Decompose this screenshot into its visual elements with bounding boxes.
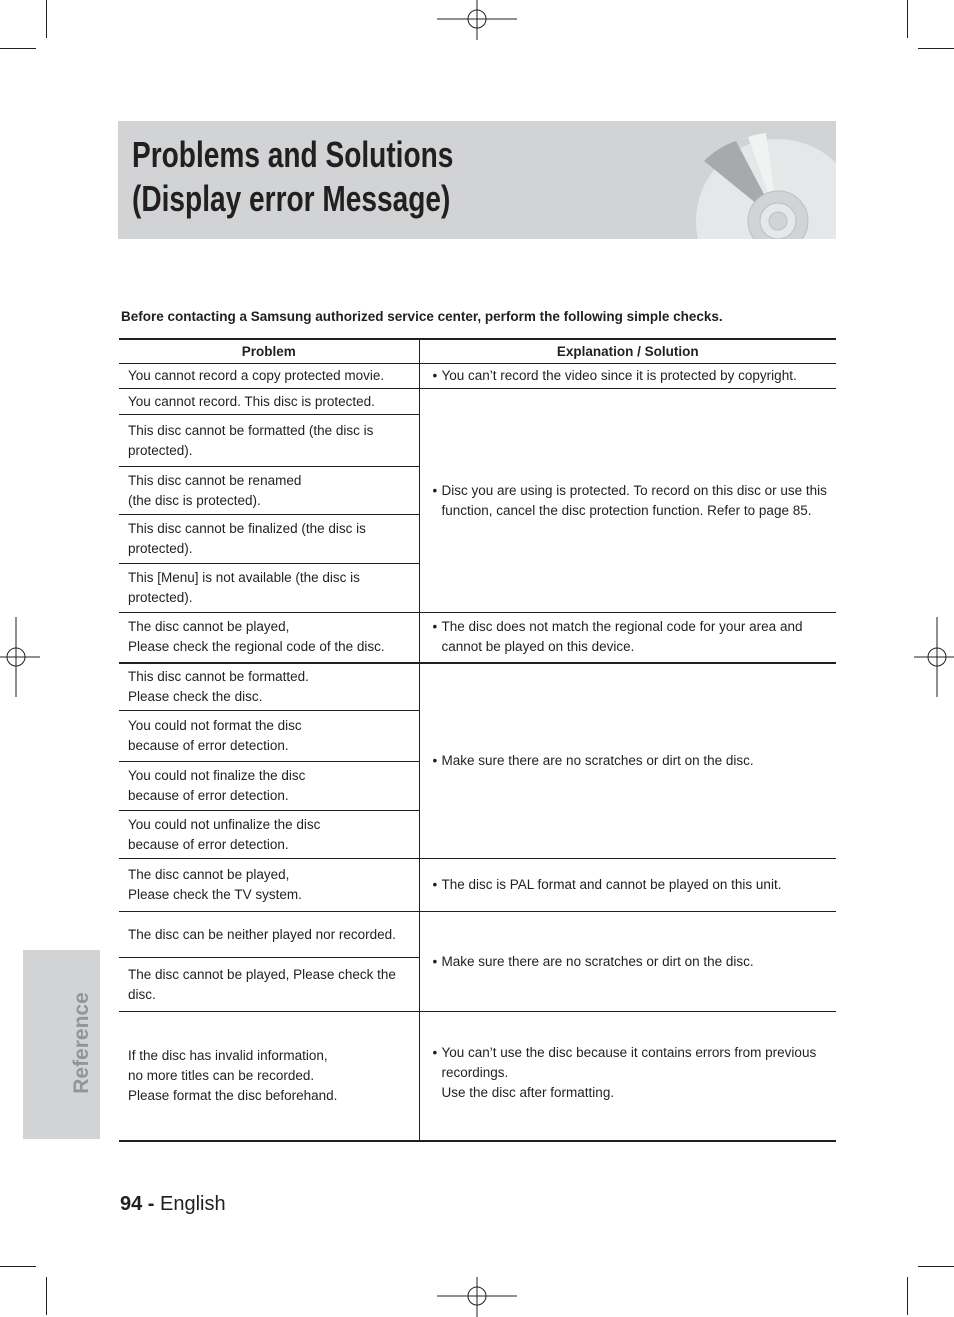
table-row	[119, 364, 836, 389]
page-title	[132, 133, 453, 221]
table-row	[119, 1012, 836, 1141]
registration-mark-icon	[437, 1277, 517, 1317]
section-side-label: Reference	[70, 992, 93, 1094]
page-title-line-2: (Display error Message)	[132, 178, 451, 219]
solution-cell	[419, 613, 836, 663]
bullet: •	[432, 953, 438, 969]
problem-text: The disc can be neither played nor recorded.	[128, 926, 396, 942]
problem-text: If the disc has invalid information, no more titles can be recorded. Please format the disc beforehand.	[128, 1047, 338, 1103]
crop-mark	[46, 1277, 47, 1315]
intro-text: Before contacting a Samsung authorized service center, perform the following simple checks.	[121, 309, 723, 324]
solution-text: Make sure there are no scratches or dirt on the disc.	[441, 953, 754, 969]
table-header-row	[119, 339, 836, 364]
page-number-value: 94 -	[120, 1193, 155, 1215]
table-row	[119, 912, 836, 958]
problem-text: This disc cannot be formatted (the disc is protected).	[128, 422, 374, 458]
problem-text: The disc cannot be played, Please check the regional code of the disc.	[128, 619, 385, 655]
bullet: •	[432, 877, 438, 892]
crop-mark	[0, 1266, 36, 1267]
solution-cell	[419, 364, 836, 389]
solution-text: Disc you are using is protected. To record on this disc or use this function, cancel the disc protection function. Refer to page 85.	[441, 482, 827, 518]
bullet: •	[432, 619, 438, 635]
problem-text: You could not unfinalize the disc because of error detection.	[128, 816, 321, 852]
crop-mark	[918, 48, 954, 49]
registration-mark-icon	[0, 617, 40, 697]
problem-cell	[119, 811, 419, 859]
bullet: •	[432, 482, 438, 498]
problem-text: You could not format the disc because of error detection.	[128, 718, 302, 753]
problem-cell	[119, 389, 419, 415]
problem-text: The disc cannot be played, Please check the TV system.	[128, 867, 302, 902]
problem-text: You cannot record a copy protected movie.	[128, 368, 385, 383]
problem-cell	[119, 1012, 419, 1141]
crop-mark	[0, 48, 36, 49]
solution-cell	[419, 859, 836, 912]
page-language: English	[160, 1193, 226, 1215]
problem-text: The disc cannot be played, Please check the disc.	[128, 966, 396, 1002]
solution-cell	[419, 1012, 836, 1141]
table-row	[119, 859, 836, 912]
solution-text: The disc is PAL format and cannot be played on this unit.	[441, 877, 782, 892]
bullet: •	[432, 368, 438, 383]
registration-mark-icon	[914, 617, 954, 697]
solution-text: Make sure there are no scratches or dirt on the disc.	[441, 752, 754, 768]
problem-cell	[119, 364, 419, 389]
bullet: •	[432, 752, 438, 768]
problem-text: This disc cannot be renamed (the disc is protected).	[128, 472, 302, 508]
header-solution: Explanation / Solution	[419, 339, 836, 364]
table-row	[119, 613, 836, 663]
problem-cell	[119, 467, 419, 515]
crop-mark	[907, 0, 908, 38]
problem-text: You cannot record. This disc is protected.	[128, 393, 375, 409]
header-problem: Problem	[119, 339, 419, 364]
solution-text: You can’t use the disc because it contains errors from previous recordings. Use the disc after formatting.	[441, 1045, 817, 1100]
page-number	[120, 1193, 226, 1216]
problem-text: This [Menu] is not available (the disc is protected).	[128, 570, 360, 605]
page-title-line-1: Problems and Solutions	[132, 134, 454, 175]
problem-cell	[119, 564, 419, 613]
problem-text: This disc cannot be formatted. Please check the disc.	[128, 668, 309, 704]
solution-cell	[419, 389, 836, 613]
problem-cell	[119, 958, 419, 1012]
registration-mark-icon	[437, 0, 517, 40]
problem-cell	[119, 859, 419, 912]
problem-cell	[119, 762, 419, 811]
problems-table	[119, 338, 836, 1142]
problem-text: You could not finalize the disc because of error detection.	[128, 768, 306, 803]
solution-text: The disc does not match the regional code for your area and cannot be played on this device.	[441, 619, 803, 655]
solution-cell	[419, 912, 836, 1012]
crop-mark	[918, 1266, 954, 1267]
crop-mark	[46, 0, 47, 38]
crop-mark	[907, 1277, 908, 1315]
problem-cell	[119, 711, 419, 762]
problem-cell	[119, 663, 419, 711]
table-row	[119, 663, 836, 711]
problem-cell	[119, 415, 419, 467]
problem-cell	[119, 613, 419, 663]
bullet: •	[432, 1045, 438, 1060]
title-band	[118, 121, 836, 239]
problem-cell	[119, 515, 419, 564]
table-row	[119, 389, 836, 415]
problem-text: This disc cannot be finalized (the disc is protected).	[128, 521, 366, 556]
solution-cell	[419, 663, 836, 859]
solution-text: You can’t record the video since it is protected by copyright.	[441, 368, 797, 383]
disc-icon	[696, 121, 836, 239]
problem-cell	[119, 912, 419, 958]
